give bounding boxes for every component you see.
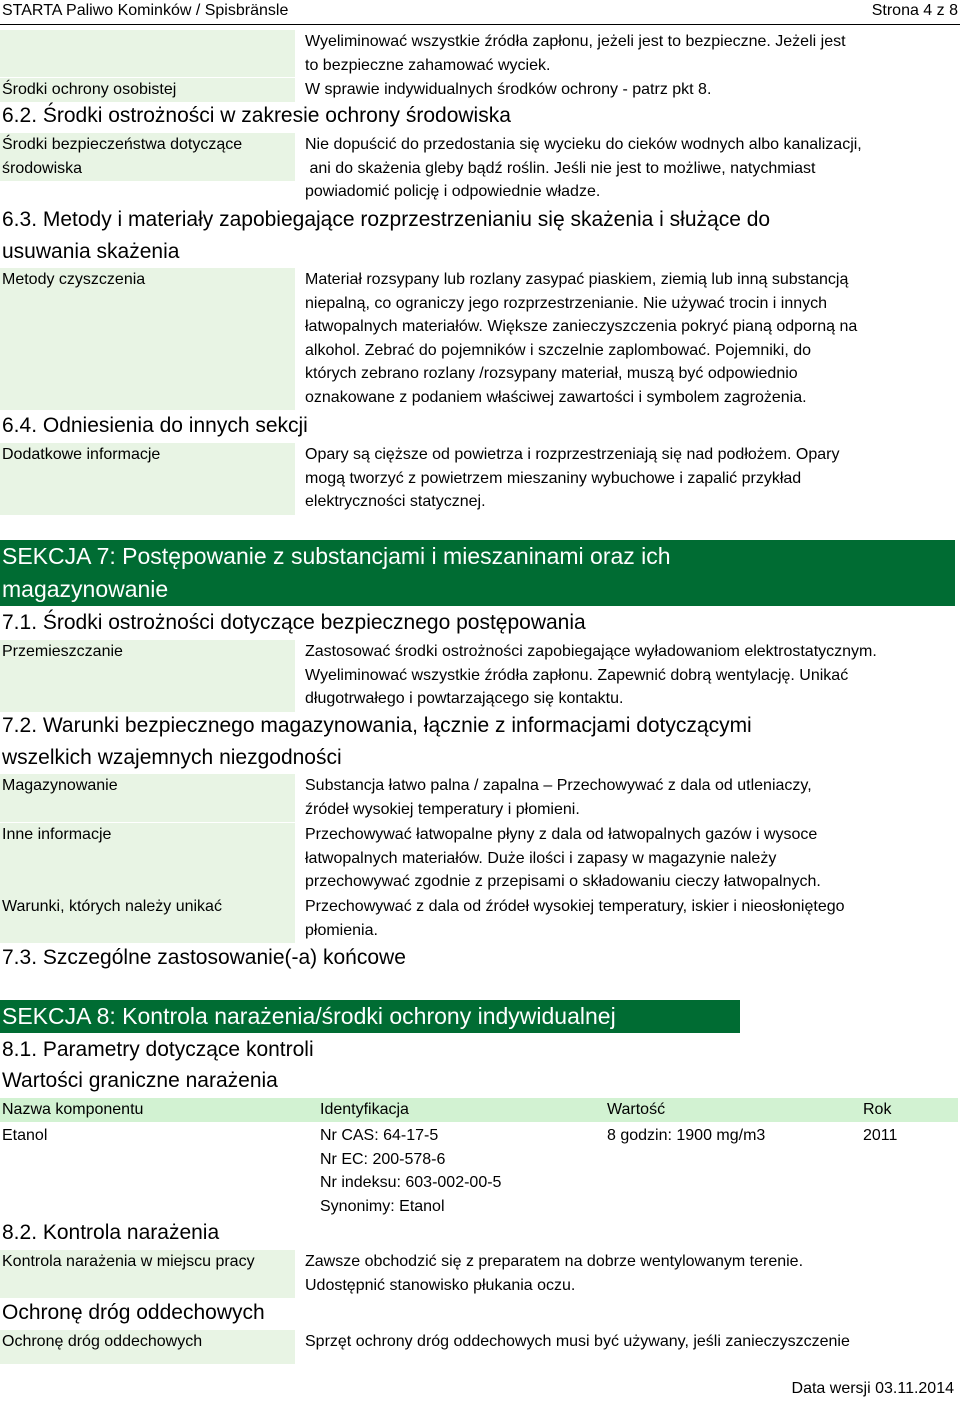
heading-line: usuwania skażenia <box>2 240 180 263</box>
section-6-4-heading: 6.4. Odniesienia do innych sekcji <box>2 414 308 437</box>
workplace-control-row <box>0 1250 960 1298</box>
label-text: Inne informacje <box>2 826 112 843</box>
banner-line: magazynowanie <box>2 576 169 602</box>
section-7-3-heading: 7.3. Szczególne zastosowanie(-a) końcowe <box>2 946 406 969</box>
col-header-identification: Identyfikacja <box>320 1101 409 1118</box>
section-7-2-heading <box>2 710 752 774</box>
storage-row <box>0 774 960 822</box>
label-text: Środki ochrony osobistej <box>2 81 177 98</box>
cleanup-row <box>0 268 960 410</box>
table-cell-year: 2011 <box>863 1127 898 1144</box>
label-text: Metody czyszczenia <box>2 271 146 288</box>
respiratory-label <box>0 1330 295 1364</box>
label-text: Kontrola narażenia w miejscu pracy <box>2 1253 255 1270</box>
other-info-row <box>0 823 960 895</box>
col-header-year: Rok <box>863 1101 892 1118</box>
text-line: ani do skażenia gleby bądź roślin. Jeśli nie jest to możliwe, natychmiast <box>305 159 816 177</box>
env-precautions-label <box>0 133 295 181</box>
text-line: alkohol. Zebrać do pojemników i szczelnie zaplombować. Pojemniki, do <box>305 341 812 359</box>
table-cell-value: 8 godzin: 1900 mg/m3 <box>607 1127 766 1144</box>
document-title: STARTA Paliwo Kominków / Spisbränsle <box>2 2 289 19</box>
text-line: Wyeliminować wszystkie źródła zapłonu. Zapewnić dobrą wentylację. Unikać <box>305 666 849 684</box>
spill-precautions-row <box>0 30 960 77</box>
banner-line: SEKCJA 8: Kontrola narażenia/środki ochrony indywidualnej <box>2 1003 616 1029</box>
ident-line: Synonimy: Etanol <box>320 1197 445 1215</box>
label-text: Przemieszczanie <box>2 643 123 660</box>
page-header <box>0 0 960 22</box>
section-6-3-heading <box>2 204 770 268</box>
respiratory-heading: Ochronę dróg oddechowych <box>2 1301 265 1324</box>
label-text: Dodatkowe informacje <box>2 446 161 463</box>
respiratory-row <box>0 1330 960 1364</box>
cleanup-text <box>305 268 955 409</box>
text-line: elektryczności statycznej. <box>305 493 486 510</box>
label-text: środowiska <box>2 160 83 177</box>
text-line: to bezpieczne zahamować wyciek. <box>305 56 551 74</box>
avoid-conditions-text <box>305 895 955 942</box>
respiratory-text: Sprzęt ochrony dróg oddechowych musi być używany, jeśli zanieczyszczenie <box>305 1333 850 1350</box>
text-line: których zebrano rozlany /rozsypany materiał, muszą być odpowiednio <box>305 365 798 382</box>
other-info-text <box>305 823 955 894</box>
label-text: Warunki, których należy unikać <box>2 898 222 915</box>
text-line: łatwopalnych materiałów. Duże ilości i zapasy w magazynie należy <box>305 849 777 867</box>
exposure-table-header <box>0 1098 958 1122</box>
banner-line: SEKCJA 7: Postępowanie z substancjami i mieszaninami oraz ich <box>2 543 671 569</box>
text-line: Zawsze obchodzić się z preparatem na dobrze wentylowanym terenie. <box>305 1253 804 1270</box>
section-8-banner <box>0 1000 740 1033</box>
text-line: Udostępnić stanowisko płukania oczu. <box>305 1276 576 1294</box>
section-8-1-heading: 8.1. Parametry dotyczące kontroli <box>2 1038 314 1061</box>
table-cell-component: Etanol <box>2 1127 48 1144</box>
storage-label <box>0 774 295 822</box>
ppe-row <box>0 78 960 102</box>
ident-line: Nr CAS: 64-17-5 <box>320 1127 439 1144</box>
avoid-conditions-row <box>0 895 960 943</box>
section-7-1-heading: 7.1. Środki ostrożności dotyczące bezpiecznego postępowania <box>2 611 586 634</box>
text-line: długotrwałego i powtarzającego się kontaktu. <box>305 690 624 707</box>
additional-info-label <box>0 443 295 515</box>
other-info-label <box>0 823 295 895</box>
text-line: źródeł wysokiej temperatury i płomieni. <box>305 800 580 818</box>
additional-info-row <box>0 443 960 515</box>
heading-line: 6.3. Metody i materiały zapobiegające rozprzestrzenianiu się skażenia i służące do <box>2 208 771 231</box>
text-line: powiadomić policję i odpowiednie władze. <box>305 183 601 200</box>
text-line: Materiał rozsypany lub rozlany zasypać piaskiem, ziemią lub inną substancją <box>305 271 849 288</box>
text-line: Przechowywać łatwopalne płyny z dala od łatwopalnych gazów i wysoce <box>305 826 818 843</box>
label-text: Środki bezpieczeństwa dotyczące <box>2 136 243 153</box>
text-line: Przechowywać z dala od źródeł wysokiej temperatury, iskier i nieosłoniętego <box>305 898 845 915</box>
section-7-banner <box>0 540 955 606</box>
storage-text <box>305 774 955 821</box>
version-date: Data wersji 03.11.2014 <box>791 1380 954 1397</box>
text-line: łatwopalnych materiałów. Większe zanieczyszczenia pokryć pianą odporną na <box>305 318 858 335</box>
text-line: płomienia. <box>305 921 378 939</box>
text-line: Nie dopuścić do przedostania się wycieku do cieków wodnych albo kanalizacji, <box>305 136 862 153</box>
ident-line: Nr indeksu: 603-002-00-5 <box>320 1174 502 1191</box>
text-line: oznakowane z podaniem właściwej zawartości i symbolem zagrożenia. <box>305 388 807 406</box>
env-precautions-row <box>0 133 960 201</box>
text-line: Opary są cięższe od powietrza i rozprzestrzeniają się nad podłożem. Opary <box>305 446 840 463</box>
col-header-value: Wartość <box>607 1101 666 1118</box>
text-line: mogą tworzyć z powietrzem mieszaniny wybuchowe i zapalić przykład <box>305 469 802 487</box>
header-divider <box>0 24 960 25</box>
table-cell-identification <box>320 1124 501 1218</box>
text-line: przechowywać zgodnie z przepisami o składowaniu cieczy łatwopalnych. <box>305 873 821 890</box>
ppe-label <box>0 78 295 102</box>
col-header-component: Nazwa komponentu <box>2 1101 144 1118</box>
page-number: Strona 4 z 8 <box>871 2 958 19</box>
workplace-control-text <box>305 1250 955 1297</box>
ppe-value: W sprawie indywidualnych środków ochrony - patrz pkt 8. <box>305 81 712 98</box>
heading-line: wszelkich wzajemnych niezgodności <box>2 746 342 769</box>
additional-info-text <box>305 443 955 514</box>
handling-text <box>305 640 955 711</box>
section-8-2-heading: 8.2. Kontrola narażenia <box>2 1221 220 1244</box>
row-label-empty <box>0 30 295 77</box>
ident-line: Nr EC: 200-578-6 <box>320 1150 446 1168</box>
text-line: Substancja łatwo palna / zapalna – Przechowywać z dala od utleniaczy, <box>305 777 812 794</box>
cleanup-label <box>0 268 295 410</box>
env-precautions-text <box>305 133 955 204</box>
workplace-control-label <box>0 1250 295 1298</box>
avoid-conditions-label <box>0 895 295 943</box>
handling-label <box>0 640 295 712</box>
text-line: Zastosować środki ostrożności zapobiegające wyładowaniom elektrostatycznym. <box>305 643 877 660</box>
text-line: Wyeliminować wszystkie źródła zapłonu, jeżeli jest to bezpieczne. Jeżeli jest <box>305 33 846 50</box>
handling-row <box>0 640 960 712</box>
label-text: Magazynowanie <box>2 777 118 794</box>
section-6-2-heading: 6.2. Środki ostrożności w zakresie ochrony środowiska <box>2 104 511 127</box>
heading-line: 7.2. Warunki bezpiecznego magazynowania, łącznie z informacjami dotyczącymi <box>2 714 752 737</box>
text-line: niepalną, co ograniczy jego rozprzestrzenianie. Nie używać trocin i innych <box>305 294 828 312</box>
spill-precautions-text <box>305 30 955 77</box>
label-text: Ochronę dróg oddechowych <box>2 1333 203 1350</box>
exposure-limits-subheading: Wartości graniczne narażenia <box>2 1069 278 1092</box>
